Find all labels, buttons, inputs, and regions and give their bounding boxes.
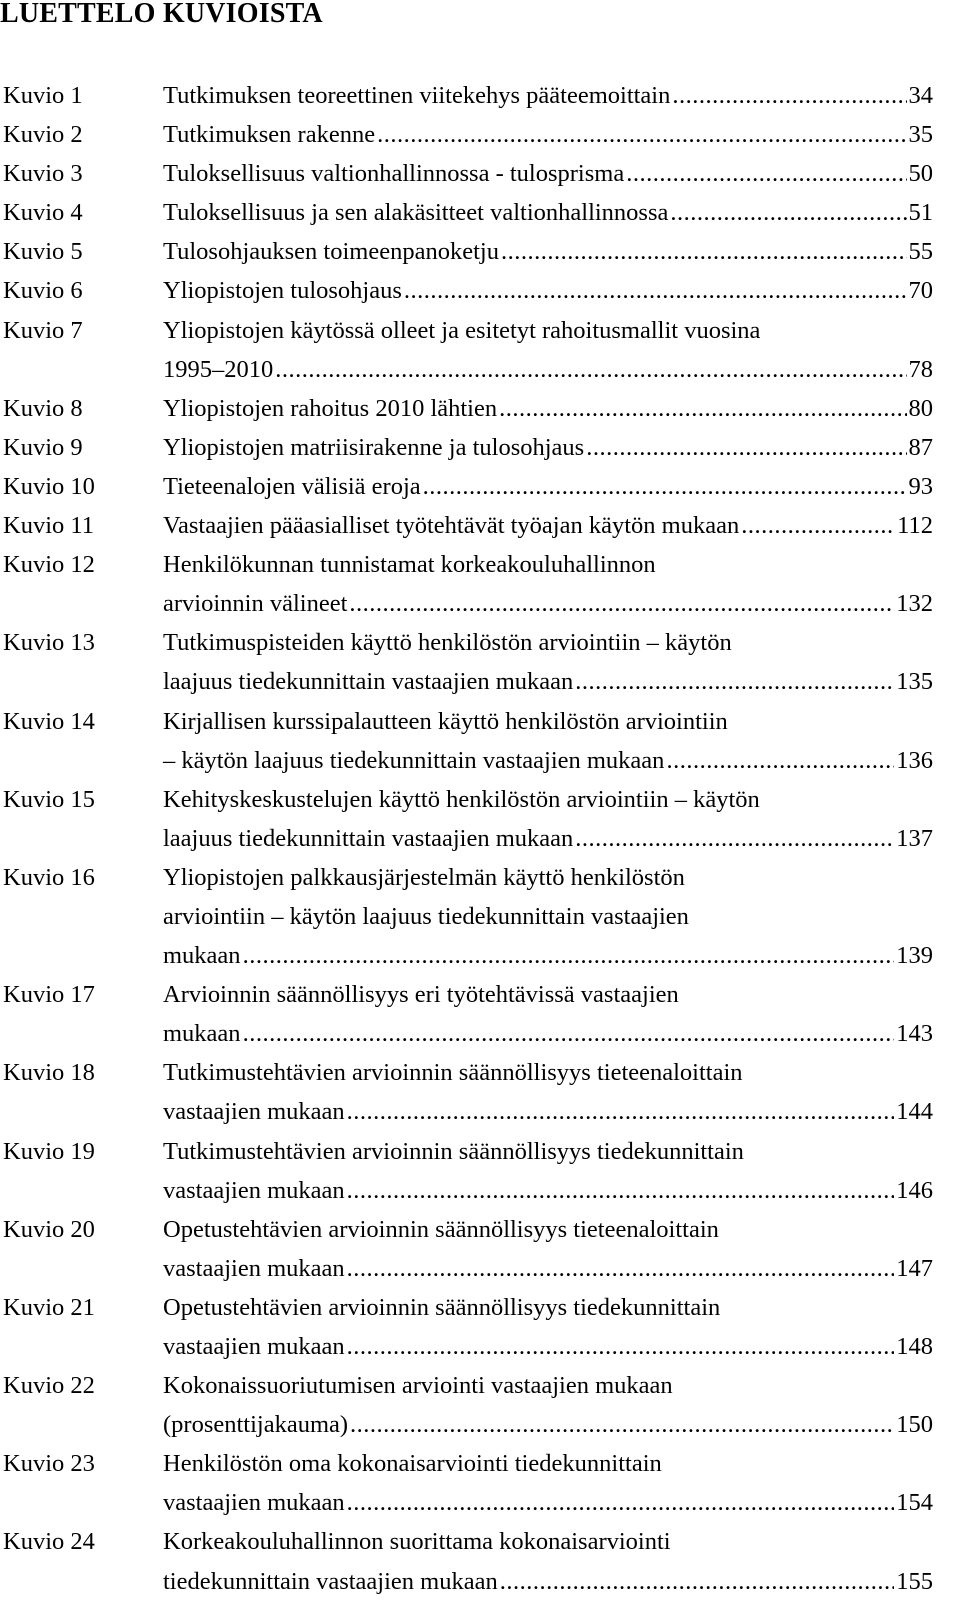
figure-entry[interactable] bbox=[0, 858, 960, 975]
dot-leader bbox=[500, 1562, 895, 1601]
figure-entry[interactable] bbox=[0, 467, 960, 506]
caption-text: Tutkimuspisteiden käyttö henkilöstön arviointiin – käytön bbox=[163, 629, 732, 657]
figure-label: Kuvio 24 bbox=[3, 1528, 95, 1556]
dot-leader bbox=[347, 1327, 895, 1366]
figure-label: Kuvio 7 bbox=[3, 316, 83, 344]
caption-line bbox=[163, 545, 933, 584]
caption-text: Kirjallisen kurssipalautteen käyttö henkilöstön arviointiin bbox=[163, 707, 728, 735]
figure-caption bbox=[163, 1288, 933, 1366]
page-number[interactable]: 51 bbox=[908, 199, 933, 227]
caption-line bbox=[163, 584, 933, 623]
dot-leader bbox=[501, 232, 907, 271]
caption-text: Tutkimustehtävien arvioinnin säännöllisyys tieteenaloittain bbox=[163, 1059, 743, 1087]
dot-leader bbox=[347, 1483, 895, 1522]
figure-label: Kuvio 2 bbox=[3, 121, 83, 149]
caption-text: Yliopistojen rahoitus 2010 lähtien bbox=[163, 394, 498, 422]
page-number[interactable]: 155 bbox=[896, 1567, 933, 1595]
dot-leader bbox=[666, 741, 894, 780]
caption-text: Yliopistojen palkkausjärjestelmän käyttö henkilöstön bbox=[163, 863, 685, 891]
caption-text: mukaan bbox=[163, 942, 241, 970]
page-number[interactable]: 112 bbox=[897, 512, 933, 540]
figure-label: Kuvio 11 bbox=[3, 512, 94, 540]
caption-text: arvioinnin välineet bbox=[163, 590, 348, 618]
page-number[interactable]: 146 bbox=[896, 1176, 933, 1204]
caption-text: Korkeakouluhallinnon suorittama kokonaisarviointi bbox=[163, 1528, 671, 1556]
caption-line bbox=[163, 897, 933, 936]
figure-caption bbox=[163, 193, 933, 232]
caption-line bbox=[163, 1249, 933, 1288]
caption-line bbox=[163, 350, 933, 389]
figure-label: Kuvio 9 bbox=[3, 433, 83, 461]
caption-line bbox=[163, 1405, 933, 1444]
caption-text: Henkilökunnan tunnistamat korkeakouluhallinnon bbox=[163, 551, 656, 579]
caption-text: Tutkimuksen teoreettinen viitekehys pääteemoittain bbox=[163, 82, 671, 109]
figure-label: Kuvio 17 bbox=[3, 981, 95, 1009]
figure-label: Kuvio 13 bbox=[3, 629, 95, 657]
dot-leader bbox=[575, 819, 894, 858]
caption-line bbox=[163, 662, 933, 701]
figure-caption bbox=[163, 780, 933, 858]
figure-entry[interactable] bbox=[0, 76, 960, 115]
caption-text: Opetustehtävien arvioinnin säännöllisyys tiedekunnittain bbox=[163, 1293, 721, 1321]
caption-line bbox=[163, 1444, 933, 1483]
figure-label: Kuvio 8 bbox=[3, 394, 83, 422]
figure-entry[interactable] bbox=[0, 1210, 960, 1288]
figure-label: Kuvio 1 bbox=[3, 82, 83, 109]
caption-line bbox=[163, 1522, 933, 1561]
figure-caption bbox=[163, 858, 933, 975]
caption-line bbox=[163, 1132, 933, 1171]
caption-line bbox=[163, 1210, 933, 1249]
figure-caption bbox=[163, 975, 933, 1053]
figure-caption bbox=[163, 232, 933, 271]
figure-label: Kuvio 4 bbox=[3, 199, 83, 227]
figure-label: Kuvio 16 bbox=[3, 863, 95, 891]
figure-caption bbox=[163, 428, 933, 467]
caption-line bbox=[163, 1288, 933, 1327]
figure-entry[interactable] bbox=[0, 1444, 960, 1522]
figure-caption bbox=[163, 76, 933, 115]
page-number[interactable]: 55 bbox=[908, 238, 933, 266]
dot-leader bbox=[741, 506, 895, 545]
caption-text: Yliopistojen matriisirakenne ja tulosohjaus bbox=[163, 433, 585, 461]
page-title: LUETTELO KUVIOISTA bbox=[0, 0, 323, 29]
figure-caption bbox=[163, 506, 933, 545]
caption-text: tiedekunnittain vastaajien mukaan bbox=[163, 1567, 498, 1595]
dot-leader bbox=[626, 154, 906, 193]
figure-entry[interactable] bbox=[0, 1053, 960, 1131]
figure-caption bbox=[163, 623, 933, 701]
figure-label: Kuvio 20 bbox=[3, 1215, 95, 1243]
dot-leader bbox=[275, 350, 906, 389]
page-number[interactable]: 136 bbox=[896, 746, 933, 774]
figure-label: Kuvio 3 bbox=[3, 160, 83, 188]
page-number[interactable]: 70 bbox=[908, 277, 933, 305]
figure-entry[interactable] bbox=[0, 545, 960, 623]
caption-text: Tutkimustehtävien arvioinnin säännöllisyys tiedekunnittain bbox=[163, 1137, 744, 1165]
dot-leader bbox=[347, 1092, 895, 1131]
figure-list bbox=[0, 76, 960, 1601]
caption-text: Tutkimuksen rakenne bbox=[163, 121, 376, 149]
page-number[interactable]: 147 bbox=[896, 1254, 933, 1282]
page-number[interactable]: 148 bbox=[896, 1333, 933, 1360]
caption-line bbox=[163, 1171, 933, 1210]
figure-entry[interactable] bbox=[0, 780, 960, 858]
page-number[interactable]: 80 bbox=[908, 394, 933, 422]
figure-caption bbox=[163, 1522, 933, 1600]
figure-label: Kuvio 21 bbox=[3, 1293, 95, 1321]
caption-text: Tuloksellisuus valtionhallinnossa - tulosprisma bbox=[163, 160, 625, 188]
figure-caption bbox=[163, 545, 933, 623]
figure-entry[interactable] bbox=[0, 702, 960, 780]
caption-line bbox=[163, 741, 933, 780]
figure-entry[interactable] bbox=[0, 506, 960, 545]
figure-caption bbox=[163, 467, 933, 506]
caption-text: (prosenttijakauma) bbox=[163, 1411, 349, 1439]
page-number[interactable]: 143 bbox=[896, 1020, 933, 1048]
caption-line bbox=[163, 1327, 933, 1366]
caption-line bbox=[163, 1562, 933, 1601]
caption-line bbox=[163, 1014, 933, 1053]
dot-leader bbox=[499, 389, 906, 428]
caption-text: – käytön laajuus tiedekunnittain vastaajien mukaan bbox=[163, 746, 665, 774]
page-number[interactable]: 139 bbox=[896, 942, 933, 970]
figure-entry[interactable] bbox=[0, 1366, 960, 1444]
page-number[interactable]: 34 bbox=[908, 82, 933, 109]
caption-line bbox=[163, 76, 933, 115]
caption-line bbox=[163, 193, 933, 232]
dot-leader bbox=[670, 193, 906, 232]
figure-label: Kuvio 23 bbox=[3, 1450, 95, 1478]
page-number[interactable]: 50 bbox=[908, 160, 933, 188]
caption-line bbox=[163, 506, 933, 545]
figure-caption bbox=[163, 1132, 933, 1210]
page-number[interactable]: 135 bbox=[896, 668, 933, 696]
figure-entry[interactable] bbox=[0, 311, 960, 389]
figure-caption bbox=[163, 1053, 933, 1131]
dot-leader bbox=[350, 1405, 894, 1444]
caption-text: Henkilöstön oma kokonaisarviointi tiedekunnittain bbox=[163, 1450, 662, 1478]
dot-leader bbox=[347, 1171, 895, 1210]
caption-line bbox=[163, 311, 933, 350]
page-number[interactable]: 144 bbox=[896, 1098, 933, 1126]
caption-line bbox=[163, 428, 933, 467]
dot-leader bbox=[404, 271, 907, 310]
caption-line bbox=[163, 819, 933, 858]
caption-text: Arvioinnin säännöllisyys eri työtehtävissä vastaajien bbox=[163, 981, 679, 1009]
caption-text: arviointiin – käytön laajuus tiedekunnittain vastaajien bbox=[163, 902, 689, 930]
caption-line bbox=[163, 702, 933, 741]
figure-label: Kuvio 19 bbox=[3, 1137, 95, 1165]
figure-label: Kuvio 10 bbox=[3, 472, 95, 500]
figure-entry[interactable] bbox=[0, 193, 960, 232]
caption-line bbox=[163, 232, 933, 271]
caption-text: vastaajien mukaan bbox=[163, 1254, 345, 1282]
caption-text: Tuloksellisuus ja sen alakäsitteet valtionhallinnossa bbox=[163, 199, 669, 227]
caption-text: 1995–2010 bbox=[163, 355, 274, 383]
caption-text: Yliopistojen tulosohjaus bbox=[163, 277, 402, 305]
figure-caption bbox=[163, 389, 933, 428]
dot-leader bbox=[672, 76, 906, 115]
figure-entry[interactable] bbox=[0, 115, 960, 154]
caption-text: vastaajien mukaan bbox=[163, 1333, 345, 1360]
caption-line bbox=[163, 1366, 933, 1405]
caption-line bbox=[163, 115, 933, 154]
page-number[interactable]: 137 bbox=[896, 824, 933, 852]
caption-text: vastaajien mukaan bbox=[163, 1098, 345, 1126]
caption-text: vastaajien mukaan bbox=[163, 1176, 345, 1204]
dot-leader bbox=[586, 428, 906, 467]
figure-label: Kuvio 15 bbox=[3, 785, 95, 813]
figure-label: Kuvio 5 bbox=[3, 238, 83, 266]
figure-entry[interactable] bbox=[0, 623, 960, 701]
dot-leader bbox=[243, 936, 895, 975]
figure-entry[interactable] bbox=[0, 232, 960, 271]
caption-line bbox=[163, 1053, 933, 1092]
dot-leader bbox=[377, 115, 906, 154]
figure-entry[interactable] bbox=[0, 1288, 960, 1366]
caption-line bbox=[163, 1483, 933, 1522]
caption-text: laajuus tiedekunnittain vastaajien mukaan bbox=[163, 824, 574, 852]
caption-line bbox=[163, 271, 933, 310]
caption-text: mukaan bbox=[163, 1020, 241, 1048]
caption-line bbox=[163, 154, 933, 193]
caption-text: Tieteenalojen välisiä eroja bbox=[163, 472, 421, 500]
caption-text: Vastaajien pääasialliset työtehtävät työajan käytön mukaan bbox=[163, 512, 740, 540]
caption-text: Opetustehtävien arvioinnin säännöllisyys tieteenaloittain bbox=[163, 1215, 719, 1243]
dot-leader bbox=[423, 467, 907, 506]
caption-line bbox=[163, 975, 933, 1014]
page-number[interactable]: 154 bbox=[896, 1489, 933, 1517]
caption-line bbox=[163, 623, 933, 662]
caption-line bbox=[163, 780, 933, 819]
caption-line bbox=[163, 936, 933, 975]
figure-caption bbox=[163, 154, 933, 193]
caption-text: vastaajien mukaan bbox=[163, 1489, 345, 1517]
dot-leader bbox=[347, 1249, 895, 1288]
page-number[interactable]: 93 bbox=[908, 472, 933, 500]
caption-text: Yliopistojen käytössä olleet ja esitetyt rahoitusmallit vuosina bbox=[163, 316, 761, 344]
caption-line bbox=[163, 467, 933, 506]
figure-entry[interactable] bbox=[0, 975, 960, 1053]
page-number[interactable]: 132 bbox=[896, 590, 933, 618]
figure-label: Kuvio 18 bbox=[3, 1059, 95, 1087]
caption-line bbox=[163, 389, 933, 428]
figure-label: Kuvio 22 bbox=[3, 1372, 95, 1400]
dot-leader bbox=[349, 584, 894, 623]
page-number[interactable]: 78 bbox=[908, 355, 933, 383]
figure-label: Kuvio 14 bbox=[3, 707, 95, 735]
figure-entry[interactable] bbox=[0, 1522, 960, 1600]
figure-entry[interactable] bbox=[0, 1132, 960, 1210]
figure-caption bbox=[163, 115, 933, 154]
caption-text: Tulosohjauksen toimeenpanoketju bbox=[163, 238, 499, 266]
caption-text: laajuus tiedekunnittain vastaajien mukaan bbox=[163, 668, 574, 696]
caption-text: Kehityskeskustelujen käyttö henkilöstön arviointiin – käytön bbox=[163, 785, 760, 813]
page-number[interactable]: 150 bbox=[896, 1411, 933, 1439]
figure-entry[interactable] bbox=[0, 428, 960, 467]
figure-label: Kuvio 6 bbox=[3, 277, 83, 305]
figure-caption bbox=[163, 1210, 933, 1288]
dot-leader bbox=[243, 1014, 895, 1053]
caption-text: Kokonaissuoriutumisen arviointi vastaajien mukaan bbox=[163, 1372, 673, 1400]
caption-line bbox=[163, 858, 933, 897]
figure-entry[interactable] bbox=[0, 389, 960, 428]
figure-caption bbox=[163, 311, 933, 389]
page-number[interactable]: 35 bbox=[908, 121, 933, 149]
figure-label: Kuvio 12 bbox=[3, 551, 95, 579]
figure-entry[interactable] bbox=[0, 271, 960, 310]
figure-caption bbox=[163, 702, 933, 780]
figure-caption bbox=[163, 271, 933, 310]
figure-caption bbox=[163, 1366, 933, 1444]
figure-caption bbox=[163, 1444, 933, 1522]
page-number[interactable]: 87 bbox=[908, 433, 933, 461]
caption-line bbox=[163, 1092, 933, 1131]
dot-leader bbox=[575, 662, 894, 701]
figure-entry[interactable] bbox=[0, 154, 960, 193]
